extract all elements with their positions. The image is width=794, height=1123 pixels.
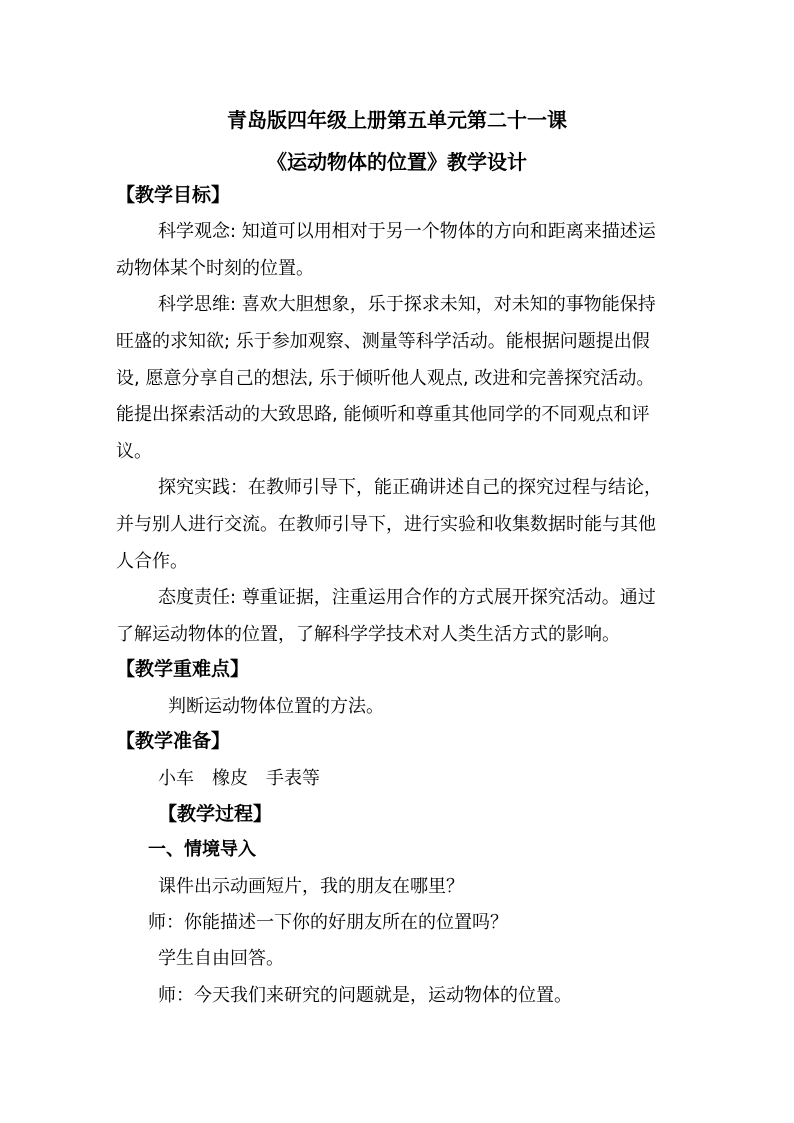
paragraph-line: 能提出探索活动的大致思路, 能倾听和尊重其他同学的不同观点和评 bbox=[116, 404, 650, 425]
paragraph-line: 并与别人进行交流。在教师引导下，进行实验和收集数据时能与其他 bbox=[116, 514, 656, 535]
document-subtitle: 《运动物体的位置》教学设计 bbox=[267, 150, 527, 174]
key-points-heading: 【教学重难点】 bbox=[116, 658, 250, 680]
process-line: 学生自由回答。 bbox=[158, 948, 284, 969]
goals-heading: 【教学目标】 bbox=[116, 184, 231, 206]
paragraph-line: 设, 愿意分享自己的想法, 乐于倾听他人观点, 改进和完善探究活动。 bbox=[116, 368, 655, 389]
paragraph-line: 了解运动物体的位置，了解科学学技术对人类生活方式的影响。 bbox=[116, 624, 620, 645]
paragraph-line: 动物体某个时刻的位置。 bbox=[116, 258, 314, 279]
paragraph-line: 议。 bbox=[116, 441, 152, 462]
process-line: 师：今天我们来研究的问题就是，运动物体的位置。 bbox=[158, 985, 572, 1006]
process-line: 课件出示动画短片，我的朋友在哪里？ bbox=[158, 876, 464, 897]
key-points-text: 判断运动物体位置的方法。 bbox=[168, 696, 384, 717]
process-line: 师：你能描述一下你的好朋友所在的位置吗？ bbox=[148, 912, 508, 933]
preparation-text: 小车 橡皮 手表等 bbox=[158, 768, 320, 789]
process-heading: 【教学过程】 bbox=[158, 803, 273, 825]
paragraph-line: 探究实践：在教师引导下，能正确讲述自己的探究过程与结论， bbox=[158, 477, 662, 498]
paragraph-line: 科学思维: 喜欢大胆想象，乐于探求未知，对未知的事物能保持 bbox=[158, 294, 656, 315]
paragraph-line: 人合作。 bbox=[116, 551, 188, 572]
paragraph-line: 旺盛的求知欲; 乐于参加观察、测量等科学活动。能根据问题提出假 bbox=[116, 331, 650, 352]
paragraph-line: 态度责任: 尊重证据，注重运用合作的方式展开探究活动。通过 bbox=[158, 587, 656, 608]
step-heading: 一、情境导入 bbox=[148, 839, 256, 860]
preparation-heading: 【教学准备】 bbox=[116, 730, 231, 752]
paragraph-line: 科学观念: 知道可以用相对于另一个物体的方向和距离来描述运 bbox=[158, 221, 656, 242]
document-title: 青岛版四年级上册第五单元第二十一课 bbox=[227, 108, 567, 132]
